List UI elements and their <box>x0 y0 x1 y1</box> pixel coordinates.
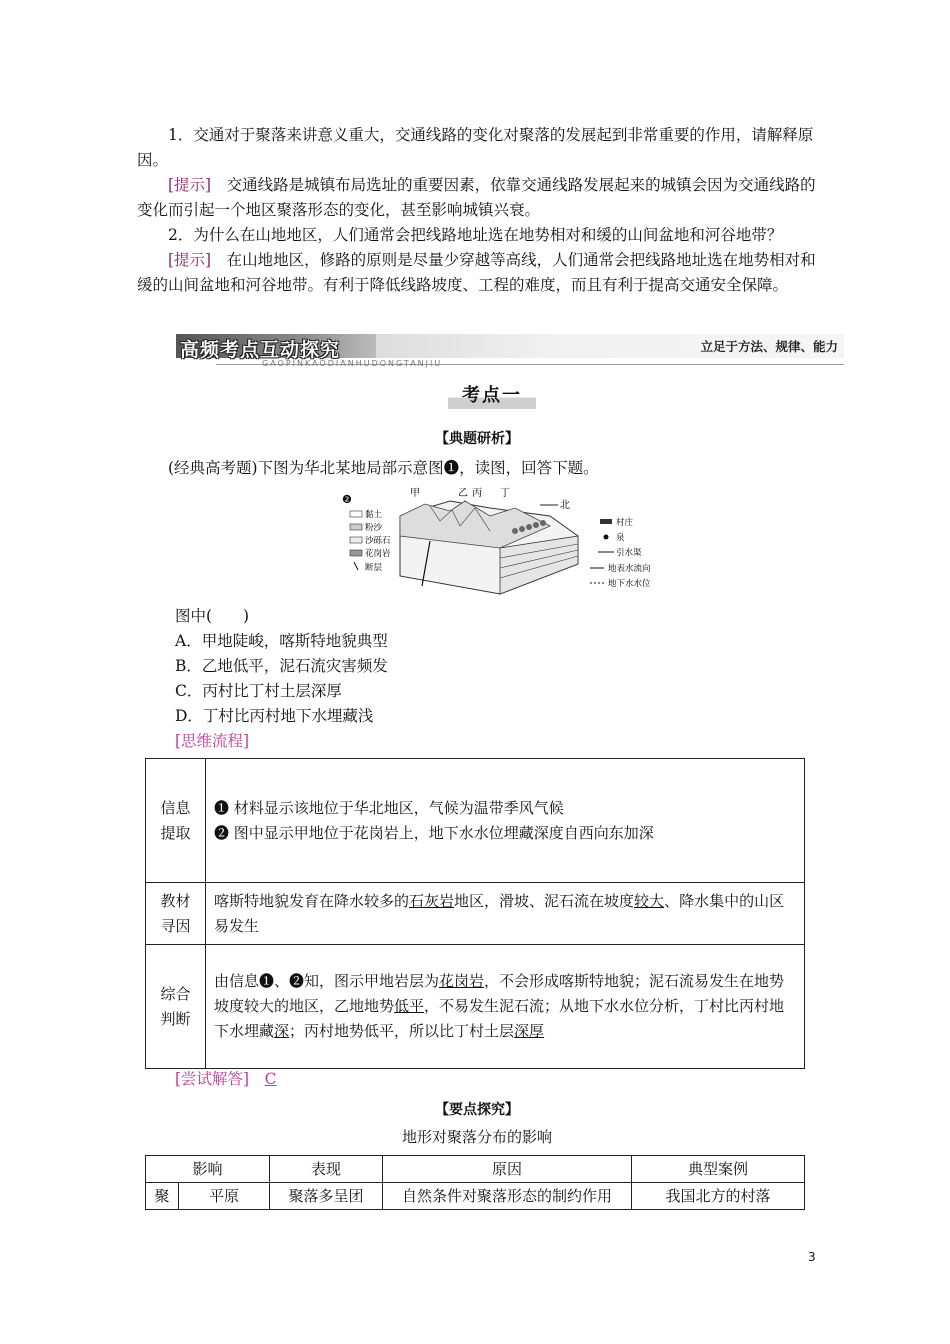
underlined-answer: 较大 <box>634 891 665 910</box>
header-cell: 表现 <box>270 1156 383 1183</box>
label-yi: 乙 <box>458 488 468 499</box>
legend-granite: 花岗岩 <box>365 549 391 559</box>
table-cell: 聚 <box>146 1183 179 1210</box>
kaodian-title: 考点一 <box>448 383 536 409</box>
label-ding: 丁 <box>500 488 510 499</box>
text-span: 、降水集中的山区易发生 <box>214 891 785 935</box>
header-cell: 典型案例 <box>632 1156 805 1183</box>
row-header-text: 综合 判断 <box>160 984 191 1028</box>
answer-line <box>175 1067 855 1092</box>
legend-clay: 黏土 <box>365 510 383 520</box>
answer-2 <box>137 248 817 298</box>
table-cell: 我国北方的村落 <box>632 1183 805 1210</box>
row-header-textbook <box>146 883 206 945</box>
legend-gravel: 沙砾石 <box>365 536 391 546</box>
legend-village: 村庄 <box>616 518 634 528</box>
question-1: 1．交通对于聚落来讲意义重大，交通线路的变化对聚落的发展起到非常重要的作用，请解释原因。 <box>137 126 814 169</box>
option-a: A．甲地陡峻，喀斯特地貌典型 <box>175 632 388 650</box>
question-stem: 图中( ) <box>175 607 250 625</box>
table-title: 地形对聚落分布的影响 <box>401 1128 552 1146</box>
table-cell: 自然条件对聚落形态的制约作用 <box>383 1183 632 1210</box>
option-b: B．乙地低平，泥石流灾害频发 <box>175 657 388 675</box>
underlined-answer: 深 <box>274 1022 290 1040</box>
text-span: 地区，滑坡、泥石流在坡度 <box>454 891 635 910</box>
siwei-tag: [思维流程] <box>175 732 250 750</box>
label-jia: 甲 <box>410 488 420 499</box>
text-span: ；丙村地势低平，所以比丁村土层 <box>289 1022 515 1040</box>
thinking-flow-table <box>145 758 805 1069</box>
judgement-cell <box>206 945 805 1069</box>
table-row <box>146 1156 805 1183</box>
dianti-heading: 【典题研析】 <box>435 431 519 447</box>
text-span: ，不会形成喀斯特地貌；泥石流易发生在地势坡度较大的地区，乙地地势 <box>214 972 785 1015</box>
header-cell: 原因 <box>383 1156 632 1183</box>
table-row <box>146 883 805 945</box>
legend-canal: 引水渠 <box>616 548 642 558</box>
banner-pinyin: GAOPINKAODIANHUDONGTANJIU <box>262 359 443 368</box>
text-span: 由信息❶、❷知，图示甲地岩层为 <box>214 972 440 990</box>
header-cell: 影响 <box>146 1156 270 1183</box>
info-line-1: ❶ 材料显示该地位于华北地区，气候为温带季风气候 <box>214 798 564 817</box>
table-row <box>146 759 805 883</box>
yaodian-heading: 【要点探究】 <box>435 1102 519 1118</box>
legend-fault: 断层 <box>365 563 383 573</box>
legend-silt: 粉沙 <box>365 523 383 533</box>
section-banner <box>176 334 844 368</box>
info-cell <box>206 759 805 883</box>
underlined-answer: 深厚 <box>514 1022 545 1040</box>
label-bing: 丙 <box>472 488 482 499</box>
question-intro: (经典高考题)下图为华北某地局部示意图❶，读图，回答下题。 <box>168 459 599 477</box>
row-header-text: 信息 提取 <box>160 798 191 842</box>
left-legend <box>350 509 391 573</box>
banner-title: 高频考点互动探究 <box>180 339 341 361</box>
table-cell: 平原 <box>179 1183 270 1210</box>
answer-2-text: 在山地地区，修路的原则是尽量少穿越等高线，人们通常会把线路地址选在地势相对和缓的山间盆地和河谷地带。有利于降低线路坡度、工程的难度，而且有利于提高交通安全保障。 <box>137 251 816 294</box>
table-cell: 聚落多呈团 <box>270 1183 383 1210</box>
table-row <box>146 1183 805 1210</box>
option-c: C．丙村比丁村土层深厚 <box>175 682 342 700</box>
right-legend <box>590 517 651 589</box>
label-north: 北 <box>560 500 570 511</box>
hint-tag: [提示] <box>168 251 212 269</box>
banner-right-text: 立足于方法、规律、能力 <box>700 339 838 354</box>
table-row <box>146 945 805 1069</box>
underlined-answer: 花岗岩 <box>439 972 485 990</box>
page-number: 3 <box>808 1250 816 1264</box>
hint-tag: [提示] <box>168 176 212 194</box>
legend-water-table: 地下水水位 <box>608 579 651 589</box>
row-header-text: 教材 寻因 <box>160 891 191 935</box>
info-line-2: ❷ 图中显示甲地位于花岗岩上，地下水水位埋藏深度自西向东加深 <box>214 823 654 842</box>
terrain-table <box>145 1155 805 1210</box>
answer-value: C <box>264 1070 277 1088</box>
answer-1-text: 交通线路是城镇布局选址的重要因素，依靠交通线路发展起来的城镇会因为交通线路的变化而引起一个地区聚落形态的变化，甚至影响城镇兴衰。 <box>137 176 816 219</box>
answer-1 <box>137 173 817 223</box>
underlined-answer: 石灰岩 <box>409 891 455 910</box>
geology-figure <box>340 486 651 598</box>
row-header-info <box>146 759 206 883</box>
underlined-answer: 低平 <box>394 997 425 1015</box>
legend-surface-flow: 地表水流向 <box>608 564 651 574</box>
option-d: D．丁村比丙村地下水埋藏浅 <box>175 707 374 725</box>
figure-marker: ❷ <box>342 493 352 506</box>
answer-tag: [尝试解答] <box>175 1070 250 1088</box>
question-2: 2．为什么在山地地区，人们通常会把线路地址选在地势相对和缓的山间盆地和河谷地带？ <box>168 226 783 244</box>
text-span: 喀斯特地貌发育在降水较多的 <box>214 891 410 910</box>
legend-spring: 泉 <box>616 533 625 543</box>
text-span: ，不易发生泥石流；从地下水水位分析，丁村比丙村地下水埋藏 <box>214 997 785 1040</box>
textbook-cell <box>206 883 805 945</box>
row-header-judgement <box>146 945 206 1069</box>
